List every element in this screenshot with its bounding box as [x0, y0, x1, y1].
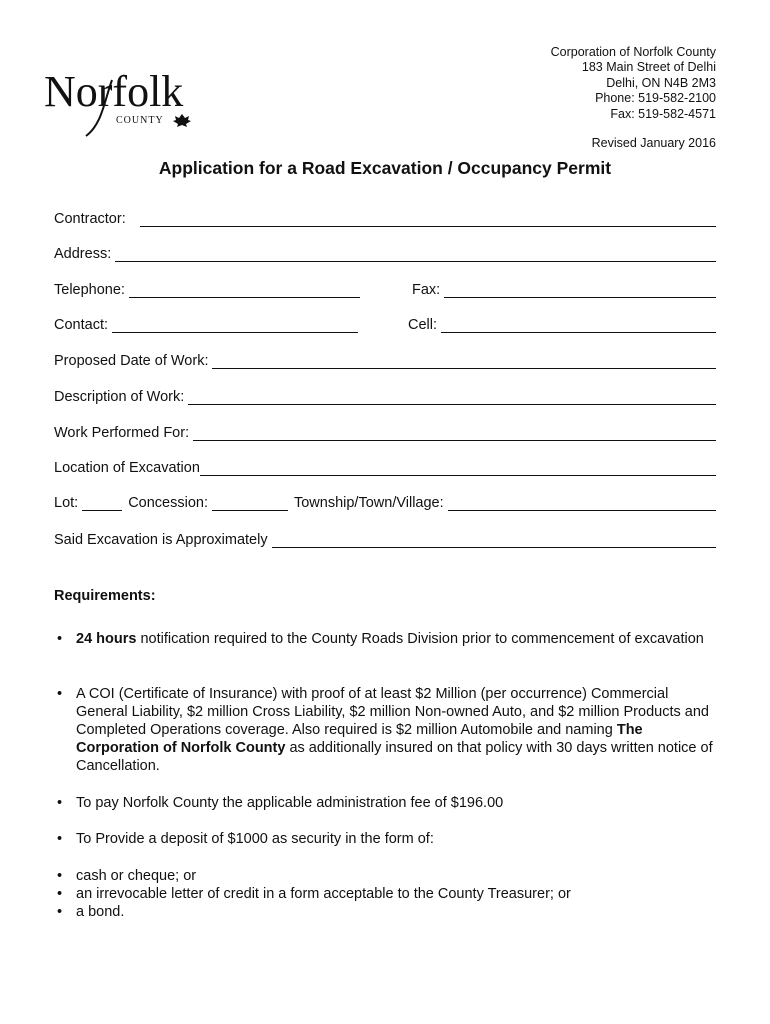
page-title: Application for a Road Excavation / Occupancy Permit [158, 158, 612, 178]
requirements-heading: Requirements: [54, 588, 156, 604]
contact-label: Contact: [54, 317, 108, 333]
logo-wordmark: Norfolk [44, 67, 184, 116]
logo-county-text: COUNTY [116, 115, 164, 126]
lot-field[interactable] [82, 496, 122, 511]
city-postal: Delhi, ON N4B 2M3 [606, 75, 716, 90]
telephone-label: Telephone: [54, 282, 125, 298]
contractor-label: Contractor: [54, 211, 126, 227]
list-item [54, 867, 716, 885]
concession-field[interactable] [212, 496, 288, 511]
cell-label: Cell: [408, 317, 438, 333]
list-item [54, 903, 716, 921]
address-row [54, 242, 716, 262]
bullet-icon: • [57, 886, 63, 902]
notice-hours: 24 hours [76, 631, 137, 647]
telephone-field[interactable] [129, 283, 360, 298]
bullet-icon: • [57, 831, 63, 847]
fax-field[interactable] [444, 283, 716, 298]
bullet-icon: • [57, 868, 63, 884]
approx-field[interactable] [272, 533, 716, 548]
deposit-forms-list [54, 867, 716, 921]
deposit-form-cash: cash or cheque; or [76, 868, 197, 884]
deposit-form-letter: an irrevocable letter of credit in a form acceptable to the County Treasurer; or [76, 886, 571, 902]
norfolk-county-logo [42, 62, 202, 142]
phone-number: Phone: 519-582-2100 [595, 91, 716, 106]
deposit-text: To Provide a deposit of $1000 as security in the form of: [76, 831, 434, 847]
address-field[interactable] [115, 247, 716, 262]
contractor-field[interactable] [140, 212, 716, 227]
contact-cell-row [54, 313, 716, 333]
list-item [54, 685, 716, 775]
org-name: Corporation of Norfolk County [550, 45, 716, 59]
bullet-icon: • [57, 795, 63, 811]
township-field[interactable] [448, 496, 716, 511]
location-row [54, 456, 716, 476]
approx-row [54, 528, 716, 548]
approx-label: Said Excavation is Approximately [54, 532, 268, 548]
performed-for-label: Work Performed For: [54, 425, 190, 441]
bullet-icon: • [57, 904, 63, 920]
list-item [54, 794, 716, 812]
proposed-date-label: Proposed Date of Work: [54, 353, 209, 369]
lot-concession-township-row [54, 491, 716, 511]
requirements-list [54, 685, 716, 775]
coi-text-a: A COI (Certificate of Insurance) with proof of at least $2 Million (per occurrence) Commercial General Liability, $2 million Cross Liability, $2 million Non-owned Auto, and $2 million Products and Completed Operations coverage. Also required is $2 million Automobile and naming [76, 686, 709, 738]
concession-label: Concession: [128, 495, 208, 511]
proposed-date-row [54, 349, 716, 369]
contractor-row [54, 207, 716, 227]
deposit-form-bond: a bond. [76, 904, 125, 920]
requirements-list [54, 794, 716, 812]
telephone-fax-row [54, 278, 716, 298]
requirements-list [54, 830, 716, 848]
location-field[interactable] [200, 461, 716, 476]
location-label: Location of Excavation [54, 460, 200, 476]
fax-label: Fax: [412, 282, 441, 298]
township-label: Township/Town/Village: [293, 495, 444, 511]
list-item [54, 885, 716, 903]
fee-text: To pay Norfolk County the applicable administration fee of $196.00 [76, 795, 504, 811]
notice-text: notification required to the County Roads Division prior to commencement of excavation [136, 631, 704, 647]
contact-field[interactable] [112, 318, 358, 333]
description-label: Description of Work: [54, 389, 185, 405]
address-block [551, 45, 716, 122]
list-item [54, 830, 716, 848]
list-item [54, 630, 716, 648]
proposed-date-field[interactable] [212, 354, 716, 369]
bullet-icon: • [57, 686, 63, 702]
fax-number: Fax: 519-582-4571 [610, 106, 716, 121]
bullet-icon: • [57, 631, 63, 647]
cell-field[interactable] [441, 318, 716, 333]
requirements-list [54, 630, 716, 648]
description-field[interactable] [188, 390, 716, 405]
description-row [54, 385, 716, 405]
coi-text-b: as additionally insured on that policy with 30 days written notice of Cancellation. [76, 740, 713, 774]
performed-for-row [54, 421, 716, 441]
street-address: 183 Main Street of Delhi [581, 60, 716, 75]
performed-for-field[interactable] [193, 426, 716, 441]
lot-label: Lot: [54, 495, 79, 511]
coi-insured-name: The Corporation of Norfolk County [76, 722, 643, 756]
address-label: Address: [54, 246, 112, 262]
revised-date: Revised January 2016 [591, 136, 716, 150]
